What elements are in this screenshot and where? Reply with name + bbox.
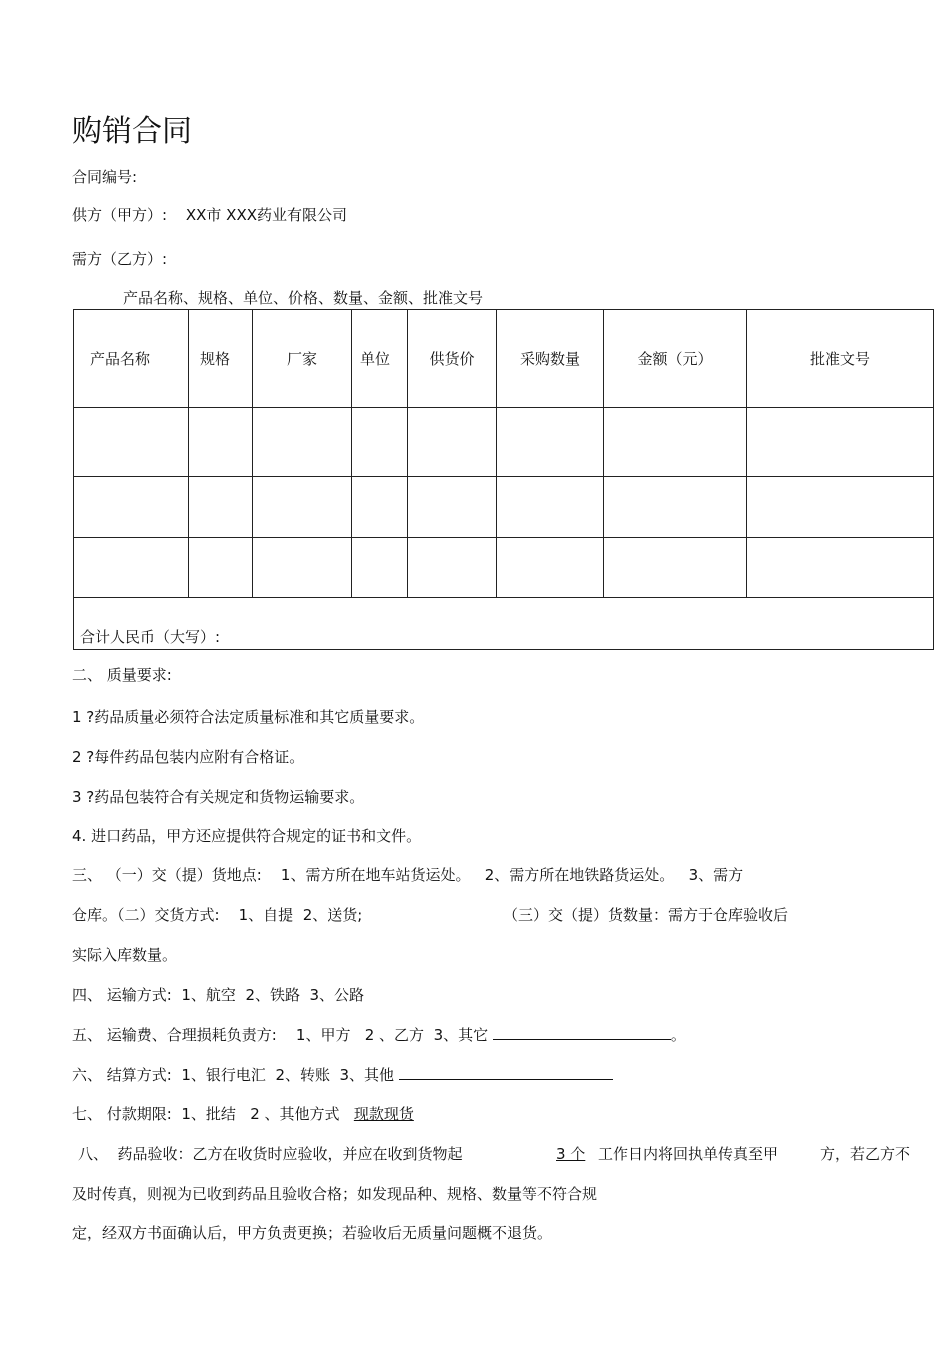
product-intro: 产品名称、规格、单位、价格、数量、金额、批准文号 xyxy=(123,289,484,307)
table-cell[interactable] xyxy=(352,477,408,538)
quality-item-4: 4. 进口药品，甲方还应提供符合规定的证书和文件。 xyxy=(72,827,422,845)
header-product-name: 产品名称 xyxy=(74,310,189,408)
freight-responsibility xyxy=(72,1024,686,1045)
freight-end: 。 xyxy=(670,1026,686,1044)
table-row xyxy=(74,538,934,598)
inspection-part1: 八、 药品验收：乙方在收货时应验收，并应在收到货物起 xyxy=(78,1145,463,1163)
table-header-row xyxy=(74,310,934,408)
inspection-part3: 方，若乙方不 xyxy=(820,1145,911,1163)
buyer-label: 需方（乙方）: xyxy=(72,250,168,268)
table-cell[interactable] xyxy=(408,408,497,477)
delivery-quantity: （三）交（提）货数量：需方于仓库验收后 xyxy=(503,906,789,924)
product-table xyxy=(73,309,934,650)
delivery-quantity-cont: 实际入库数量。 xyxy=(72,946,178,964)
table-cell[interactable] xyxy=(189,477,253,538)
table-cell[interactable] xyxy=(74,538,189,598)
table-cell[interactable] xyxy=(253,408,352,477)
table-cell[interactable] xyxy=(497,538,604,598)
delivery-location: 三、 （一）交（提）货地点: 1、需方所在地车站货运处。 2、需方所在地铁路货运处。 3、需方 xyxy=(72,866,744,884)
table-cell[interactable] xyxy=(604,408,747,477)
header-spec: 规格 xyxy=(189,310,253,408)
page-title: 购销合同 xyxy=(72,114,192,149)
supplier-label: 供方（甲方）: xyxy=(72,206,168,224)
inspection-days: 3 个 xyxy=(556,1145,586,1163)
inspection-part2: 工作日内将回执单传真至甲 xyxy=(598,1145,779,1163)
table-cell[interactable] xyxy=(74,408,189,477)
payment-text: 七、 付款期限: 1、批结 2 、其他方式 xyxy=(72,1105,340,1123)
settlement-text: 六、 结算方式: 1、银行电汇 2、转账 3、其他 xyxy=(72,1066,395,1084)
header-unit: 单位 xyxy=(352,310,408,408)
table-cell[interactable] xyxy=(74,477,189,538)
supplier-line xyxy=(72,204,347,225)
delivery-method: 仓库。（二）交货方式: 1、自提 2、送货; xyxy=(72,906,363,924)
table-cell[interactable] xyxy=(408,477,497,538)
transport-method: 四、 运输方式: 1、航空 2、铁路 3、公路 xyxy=(72,986,365,1004)
quality-heading: 二、 质量要求: xyxy=(72,666,172,684)
quality-item-1: 1 ?药品质量必须符合法定质量标准和其它质量要求。 xyxy=(72,708,425,726)
table-cell[interactable] xyxy=(497,477,604,538)
header-purchase-quantity: 采购数量 xyxy=(497,310,604,408)
freight-text: 五、 运输费、合理损耗负责方: 1、甲方 2 、乙方 3、其它 xyxy=(72,1026,489,1044)
table-cell[interactable] xyxy=(189,408,253,477)
table-cell[interactable] xyxy=(497,408,604,477)
table-total-row xyxy=(74,598,934,650)
table-cell[interactable] xyxy=(604,477,747,538)
header-manufacturer: 厂家 xyxy=(253,310,352,408)
header-supply-price: 供货价 xyxy=(408,310,497,408)
header-amount: 金额（元） xyxy=(604,310,747,408)
supplier-value: XX市 XXX药业有限公司 xyxy=(185,206,347,224)
table-row xyxy=(74,408,934,477)
table-row xyxy=(74,477,934,538)
table-cell[interactable] xyxy=(352,408,408,477)
table-cell[interactable] xyxy=(253,538,352,598)
table-cell[interactable] xyxy=(747,538,934,598)
payment-value: 现款现货 xyxy=(353,1105,414,1123)
table-cell[interactable] xyxy=(408,538,497,598)
table-cell[interactable] xyxy=(747,408,934,477)
table-cell[interactable] xyxy=(604,538,747,598)
freight-other-blank[interactable] xyxy=(493,1025,671,1040)
payment-term xyxy=(72,1103,414,1124)
table-cell[interactable] xyxy=(352,538,408,598)
inspection-line3: 定，经双方书面确认后，甲方负责更换；若验收后无质量问题概不退货。 xyxy=(72,1224,553,1242)
total-rmb-label[interactable]: 合计人民币（大写）: xyxy=(74,598,934,650)
header-approval-number: 批准文号 xyxy=(747,310,934,408)
table-cell[interactable] xyxy=(747,477,934,538)
contract-number-label: 合同编号: xyxy=(72,168,138,186)
settlement-method xyxy=(72,1064,613,1085)
table-cell[interactable] xyxy=(189,538,253,598)
quality-item-2: 2 ?每件药品包装内应附有合格证。 xyxy=(72,748,305,766)
inspection-line2: 及时传真，则视为已收到药品且验收合格；如发现品种、规格、数量等不符合规 xyxy=(72,1185,598,1203)
quality-item-3: 3 ?药品包装符合有关规定和货物运输要求。 xyxy=(72,788,365,806)
table-cell[interactable] xyxy=(253,477,352,538)
settlement-other-blank[interactable] xyxy=(399,1065,613,1080)
